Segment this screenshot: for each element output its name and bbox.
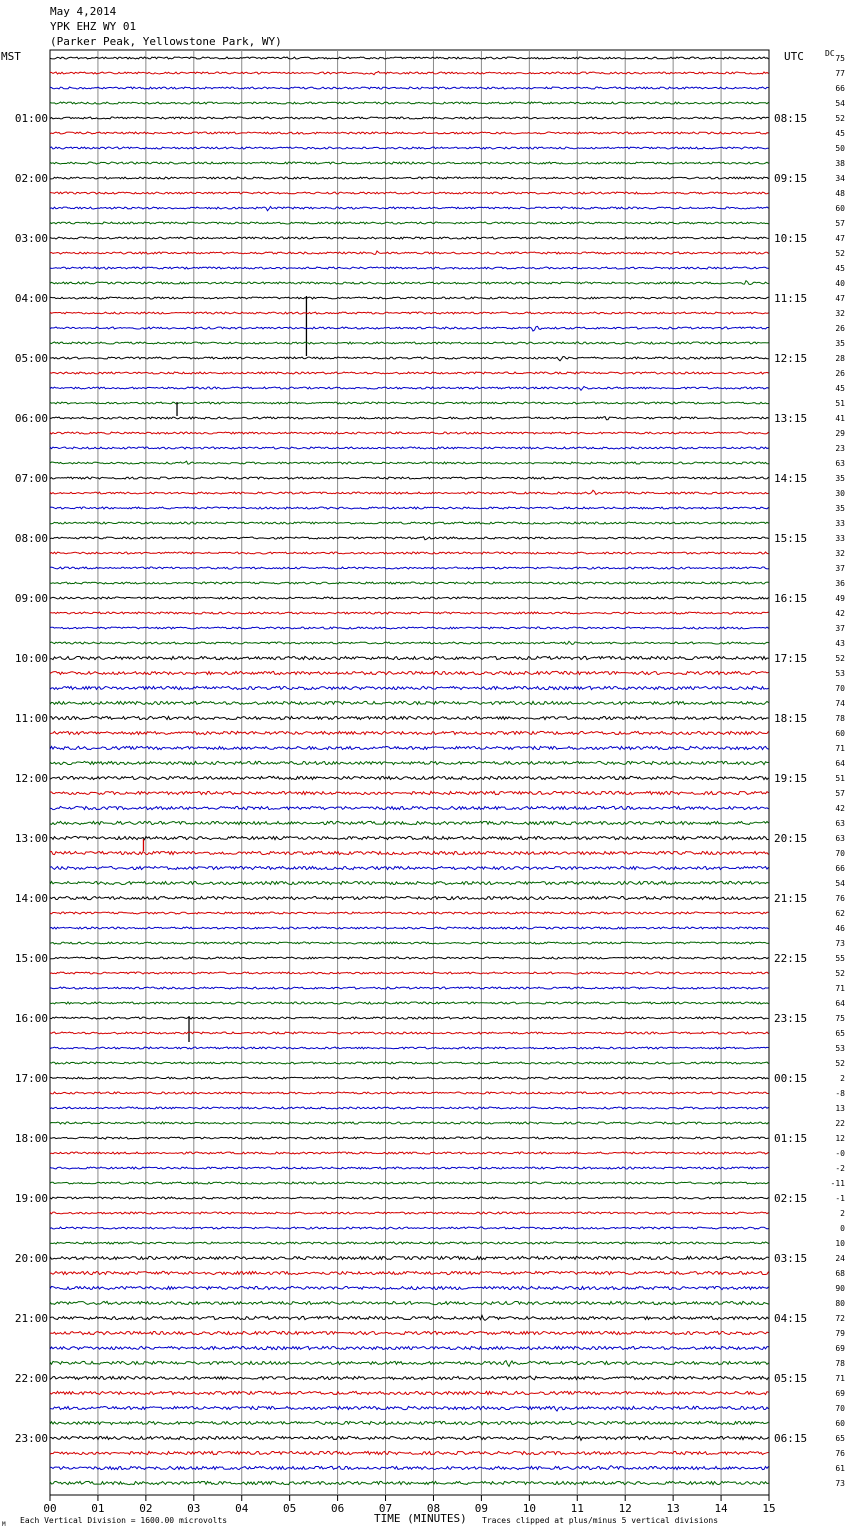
right-hour-label: 17:15 — [774, 652, 808, 665]
dc-offset-value: 78 — [835, 1359, 845, 1368]
seismic-trace — [50, 207, 769, 211]
header-station: YPK EHZ WY 01 — [50, 20, 137, 33]
right-hour-label: 20:15 — [774, 832, 808, 845]
dc-offset-value: 37 — [835, 564, 845, 573]
seismic-trace — [50, 192, 769, 194]
seismic-trace — [50, 957, 769, 959]
seismic-trace — [50, 1122, 769, 1124]
seismic-trace — [50, 57, 769, 59]
dc-offset-value: 22 — [835, 1119, 845, 1128]
dc-offset-value: 69 — [835, 1344, 845, 1353]
dc-offset-value: 32 — [835, 549, 845, 558]
x-tick-label: 12 — [618, 1502, 632, 1515]
seismic-trace — [50, 851, 769, 854]
x-tick-label: 10 — [522, 1502, 536, 1515]
seismic-trace — [50, 132, 769, 134]
right-hour-label: 08:15 — [774, 112, 808, 125]
footer-corner-mark: M — [2, 1521, 6, 1528]
left-hour-label: 10:00 — [14, 652, 48, 665]
seismic-trace — [50, 1137, 769, 1139]
x-tick-label: 08 — [426, 1502, 441, 1515]
seismic-trace — [50, 716, 769, 719]
right-hour-label: 00:15 — [774, 1072, 808, 1085]
seismic-trace — [50, 836, 769, 839]
left-hour-label: 02:00 — [14, 172, 48, 185]
dc-offset-value: 57 — [835, 789, 845, 798]
seismic-trace — [50, 1077, 769, 1079]
dc-offset-value: 28 — [835, 354, 845, 363]
dc-offset-value: 73 — [835, 939, 845, 948]
dc-offset-value: 54 — [835, 99, 845, 108]
dc-offset-value: 46 — [835, 924, 845, 933]
dc-offset-value: 55 — [835, 954, 845, 963]
dc-offset-value: 52 — [835, 654, 845, 663]
right-hour-label: 09:15 — [774, 172, 808, 185]
x-tick-label: 13 — [666, 1502, 680, 1515]
dc-offset-value: 53 — [835, 669, 845, 678]
dc-offset-value: 70 — [835, 849, 845, 858]
dc-offset-value: 76 — [835, 1449, 845, 1458]
right-hour-label: 01:15 — [774, 1132, 808, 1145]
right-hour-label: 06:15 — [774, 1432, 808, 1445]
dc-offset-value: 72 — [835, 1314, 845, 1323]
dc-offset-value: 65 — [835, 1434, 845, 1443]
x-tick-label: 07 — [378, 1502, 393, 1515]
dc-offset-value: 64 — [835, 999, 845, 1008]
dc-offset-value: 62 — [835, 909, 845, 918]
left-hour-label: 13:00 — [14, 832, 48, 845]
seismic-trace — [50, 312, 769, 314]
dc-offset-value: 33 — [835, 519, 845, 528]
dc-offset-value: 80 — [835, 1299, 845, 1308]
left-hour-label: 18:00 — [14, 1132, 48, 1145]
seismic-trace — [50, 582, 769, 584]
right-hour-label: 04:15 — [774, 1312, 808, 1325]
left-hour-label: 21:00 — [14, 1312, 48, 1325]
dc-offset-value: 51 — [835, 774, 845, 783]
left-hour-label: 08:00 — [14, 532, 48, 545]
seismic-trace — [50, 162, 769, 164]
seismic-trace — [50, 821, 769, 824]
x-tick-label: 05 — [283, 1502, 297, 1515]
left-hour-label: 11:00 — [14, 712, 48, 725]
right-hour-label: 21:15 — [774, 892, 808, 905]
right-hour-label: 22:15 — [774, 952, 808, 965]
left-hour-label: 03:00 — [14, 232, 48, 245]
left-hour-label: 09:00 — [14, 592, 48, 605]
footer-clip-note: Traces clipped at plus/minus 5 vertical divisions — [482, 1516, 719, 1525]
dc-offset-value: -1 — [835, 1194, 845, 1203]
seismic-trace — [50, 1286, 769, 1289]
dc-offset-value: 34 — [835, 174, 845, 183]
x-tick-label: 02 — [139, 1502, 153, 1515]
seismic-trace — [50, 177, 769, 179]
seismic-trace — [50, 251, 769, 254]
dc-offset-value: 0 — [840, 1224, 845, 1233]
left-hour-label: 04:00 — [14, 292, 48, 305]
dc-offset-value: 45 — [835, 264, 845, 273]
left-hour-label: 16:00 — [14, 1012, 48, 1025]
header-location: (Parker Peak, Yellowstone Park, WY) — [50, 35, 282, 48]
seismic-trace — [50, 1271, 769, 1274]
dc-offset-value: 66 — [835, 864, 845, 873]
plot-frame — [50, 50, 769, 1495]
dc-offset-value: 71 — [835, 1374, 845, 1383]
dc-offset-value: 2 — [840, 1209, 845, 1218]
dc-offset-value: 26 — [835, 369, 845, 378]
dc-offset-value: -0 — [835, 1149, 845, 1158]
dc-offset-value: 60 — [835, 729, 845, 738]
right-hour-label: 13:15 — [774, 412, 808, 425]
dc-offset-value: 29 — [835, 429, 845, 438]
seismic-trace — [50, 386, 769, 390]
dc-offset-value: 42 — [835, 609, 845, 618]
seismic-trace — [50, 881, 769, 884]
x-axis-label: TIME (MINUTES) — [374, 1512, 467, 1525]
dc-offset-value: -2 — [835, 1164, 845, 1173]
seismic-trace — [50, 761, 769, 764]
right-hour-label: 11:15 — [774, 292, 808, 305]
dc-offset-value: 78 — [835, 714, 845, 723]
seismic-trace — [50, 1301, 769, 1304]
right-timezone-label: UTC — [784, 50, 804, 63]
dc-offset-value: -11 — [830, 1179, 845, 1188]
seismic-trace — [50, 342, 769, 344]
seismic-trace — [50, 912, 769, 914]
left-hour-label: 14:00 — [14, 892, 48, 905]
seismic-trace — [50, 447, 769, 449]
seismic-trace — [50, 537, 769, 540]
dc-offset-value: 43 — [835, 639, 845, 648]
right-hour-label: 10:15 — [774, 232, 808, 245]
seismic-trace — [50, 1421, 769, 1424]
left-hour-label: 20:00 — [14, 1252, 48, 1265]
seismic-trace — [50, 432, 769, 434]
seismic-trace — [50, 1002, 769, 1004]
dc-offset-value: 35 — [835, 339, 845, 348]
seismic-trace — [50, 297, 769, 299]
seismic-trace — [50, 972, 769, 974]
seismic-trace — [50, 417, 769, 420]
seismic-trace — [50, 402, 769, 404]
seismic-trace — [50, 1406, 769, 1411]
right-hour-label: 19:15 — [774, 772, 808, 785]
dc-offset-value: 45 — [835, 129, 845, 138]
dc-offset-value: 71 — [835, 984, 845, 993]
dc-offset-value: 53 — [835, 1044, 845, 1053]
seismic-trace — [50, 281, 769, 285]
left-hour-label: 05:00 — [14, 352, 48, 365]
dc-offset-value: 45 — [835, 384, 845, 393]
dc-offset-value: 71 — [835, 744, 845, 753]
dc-offset-value: 90 — [835, 1284, 845, 1293]
left-hour-label: 23:00 — [14, 1432, 48, 1445]
seismic-trace — [50, 477, 769, 479]
seismic-trace — [50, 627, 769, 629]
right-hour-label: 03:15 — [774, 1252, 808, 1265]
seismic-trace — [50, 507, 769, 509]
dc-offset-value: 52 — [835, 969, 845, 978]
seismic-trace — [50, 686, 769, 689]
dc-offset-value: 63 — [835, 459, 845, 468]
x-tick-label: 06 — [330, 1502, 345, 1515]
seismic-trace — [50, 1062, 769, 1064]
seismic-trace — [50, 1092, 769, 1094]
dc-offset-value: 75 — [835, 1014, 845, 1023]
dc-offset-value: 10 — [835, 1239, 845, 1248]
dc-offset-value: 51 — [835, 399, 845, 408]
seismic-trace — [50, 326, 769, 331]
seismic-trace — [50, 806, 769, 809]
dc-offset-value: 76 — [835, 894, 845, 903]
left-hour-label: 01:00 — [14, 112, 48, 125]
seismic-trace — [50, 776, 769, 779]
seismic-trace — [50, 1451, 769, 1454]
dc-offset-value: 33 — [835, 534, 845, 543]
dc-offset-value: 66 — [835, 84, 845, 93]
seismic-trace — [50, 102, 769, 104]
seismic-trace — [50, 1197, 769, 1199]
x-tick-label: 15 — [762, 1502, 776, 1515]
seismic-trace — [50, 1256, 769, 1259]
dc-offset-value: 38 — [835, 159, 845, 168]
dc-offset-value: 77 — [835, 69, 845, 78]
left-hour-label: 22:00 — [14, 1372, 48, 1385]
dc-offset-value: 35 — [835, 474, 845, 483]
seismic-trace — [50, 1107, 769, 1109]
dc-offset-value: 36 — [835, 579, 845, 588]
dc-offset-value: 60 — [835, 204, 845, 213]
seismic-trace — [50, 1376, 769, 1380]
seismic-trace — [50, 237, 769, 239]
x-tick-label: 03 — [187, 1502, 201, 1515]
right-hour-label: 02:15 — [774, 1192, 808, 1205]
seismic-trace — [50, 222, 769, 224]
seismic-trace — [50, 791, 769, 794]
seismic-trace — [50, 701, 769, 704]
dc-offset-value: 26 — [835, 324, 845, 333]
seismic-trace — [50, 987, 769, 989]
dc-offset-value: 40 — [835, 279, 845, 288]
dc-offset-value: -8 — [835, 1089, 845, 1098]
x-tick-label: 11 — [570, 1502, 584, 1515]
seismic-trace — [50, 731, 769, 734]
dc-offset-value: 30 — [835, 489, 845, 498]
dc-offset-value: 47 — [835, 294, 845, 303]
seismic-trace — [50, 746, 769, 749]
right-hour-label: 12:15 — [774, 352, 808, 365]
dc-offset-value: 60 — [835, 1419, 845, 1428]
dc-offset-value: 23 — [835, 444, 845, 453]
dc-offset-value: 52 — [835, 249, 845, 258]
seismic-trace — [50, 1466, 769, 1470]
seismic-trace — [50, 1242, 769, 1245]
dc-offset-value: 12 — [835, 1134, 845, 1143]
left-hour-label: 19:00 — [14, 1192, 48, 1205]
seismic-trace — [50, 1212, 769, 1214]
dc-offset-value: 63 — [835, 834, 845, 843]
dc-offset-value: 47 — [835, 234, 845, 243]
right-hour-label: 16:15 — [774, 592, 808, 605]
dc-offset-value: 63 — [835, 819, 845, 828]
dc-offset-value: 70 — [835, 1404, 845, 1413]
x-tick-label: 00 — [43, 1502, 57, 1515]
dc-offset-value: 35 — [835, 504, 845, 513]
dc-offset-value: 42 — [835, 804, 845, 813]
dc-offset-value: 69 — [835, 1389, 845, 1398]
seismic-trace — [50, 1361, 769, 1367]
dc-offset-value: 49 — [835, 594, 845, 603]
dc-offset-value: 70 — [835, 684, 845, 693]
seismic-trace — [50, 117, 769, 119]
seismic-trace — [50, 357, 769, 361]
dc-offset-value: 2 — [840, 1074, 845, 1083]
seismic-trace — [50, 1032, 769, 1034]
dc-offset-value: 37 — [835, 624, 845, 633]
dc-offset-value: 48 — [835, 189, 845, 198]
seismic-trace — [50, 147, 769, 149]
seismic-trace — [50, 1436, 769, 1440]
seismic-trace — [50, 552, 769, 554]
x-tick-label: 09 — [474, 1502, 489, 1515]
seismic-trace — [50, 1152, 769, 1154]
dc-offset-value: 79 — [835, 1329, 845, 1338]
left-hour-label: 15:00 — [14, 952, 48, 965]
dc-offset-header: DC — [825, 49, 835, 58]
x-tick-label: 01 — [91, 1502, 105, 1515]
left-timezone-label: MST — [1, 50, 21, 63]
seismic-trace — [50, 641, 769, 644]
seismic-trace — [50, 1017, 769, 1019]
seismic-trace — [50, 1481, 769, 1484]
seismic-trace — [50, 1315, 769, 1320]
dc-offset-value: 75 — [835, 54, 845, 63]
dc-offset-value: 52 — [835, 114, 845, 123]
x-tick-label: 14 — [714, 1502, 728, 1515]
dc-offset-value: 74 — [835, 699, 845, 708]
dc-offset-value: 68 — [835, 1269, 845, 1278]
seismic-trace — [50, 656, 769, 659]
dc-offset-value: 41 — [835, 414, 845, 423]
seismic-trace — [50, 1227, 769, 1229]
seismic-trace — [50, 490, 769, 494]
dc-offset-value: 32 — [835, 309, 845, 318]
dc-offset-value: 64 — [835, 759, 845, 768]
seismic-trace — [50, 866, 769, 869]
header-date: May 4,2014 — [50, 5, 117, 18]
dc-offset-value: 61 — [835, 1464, 845, 1473]
footer-scale-note: Each Vertical Division = 1600.00 microvolts — [20, 1516, 228, 1525]
seismic-trace — [50, 927, 769, 929]
seismic-trace — [50, 896, 769, 899]
seismic-trace — [50, 1346, 769, 1349]
dc-offset-value: 65 — [835, 1029, 845, 1038]
dc-offset-value: 50 — [835, 144, 845, 153]
seismic-trace — [50, 71, 769, 74]
seismic-trace — [50, 671, 769, 674]
dc-offset-value: 54 — [835, 879, 845, 888]
seismic-trace — [50, 1391, 769, 1394]
left-hour-label: 17:00 — [14, 1072, 48, 1085]
dc-offset-value: 73 — [835, 1479, 845, 1488]
seismic-trace — [50, 1182, 769, 1184]
dc-offset-value: 24 — [835, 1254, 845, 1263]
seismic-trace — [50, 1167, 769, 1169]
seismic-trace — [50, 567, 769, 569]
seismic-trace — [50, 942, 769, 944]
right-hour-label: 18:15 — [774, 712, 808, 725]
x-tick-label: 04 — [235, 1502, 249, 1515]
seismic-trace — [50, 1047, 769, 1049]
left-hour-label: 07:00 — [14, 472, 48, 485]
seismic-trace — [50, 461, 769, 464]
right-hour-label: 05:15 — [774, 1372, 808, 1385]
seismic-trace — [50, 372, 769, 374]
right-hour-label: 23:15 — [774, 1012, 808, 1025]
dc-offset-value: 52 — [835, 1059, 845, 1068]
seismic-trace — [50, 522, 769, 524]
seismic-trace — [50, 267, 769, 269]
seismic-trace — [50, 612, 769, 614]
dc-offset-value: 57 — [835, 219, 845, 228]
right-hour-label: 15:15 — [774, 532, 808, 545]
seismic-trace — [50, 87, 769, 89]
seismic-trace — [50, 1331, 769, 1334]
left-hour-label: 12:00 — [14, 772, 48, 785]
left-hour-label: 06:00 — [14, 412, 48, 425]
seismic-trace — [50, 597, 769, 599]
dc-offset-value: 13 — [835, 1104, 845, 1113]
right-hour-label: 14:15 — [774, 472, 808, 485]
